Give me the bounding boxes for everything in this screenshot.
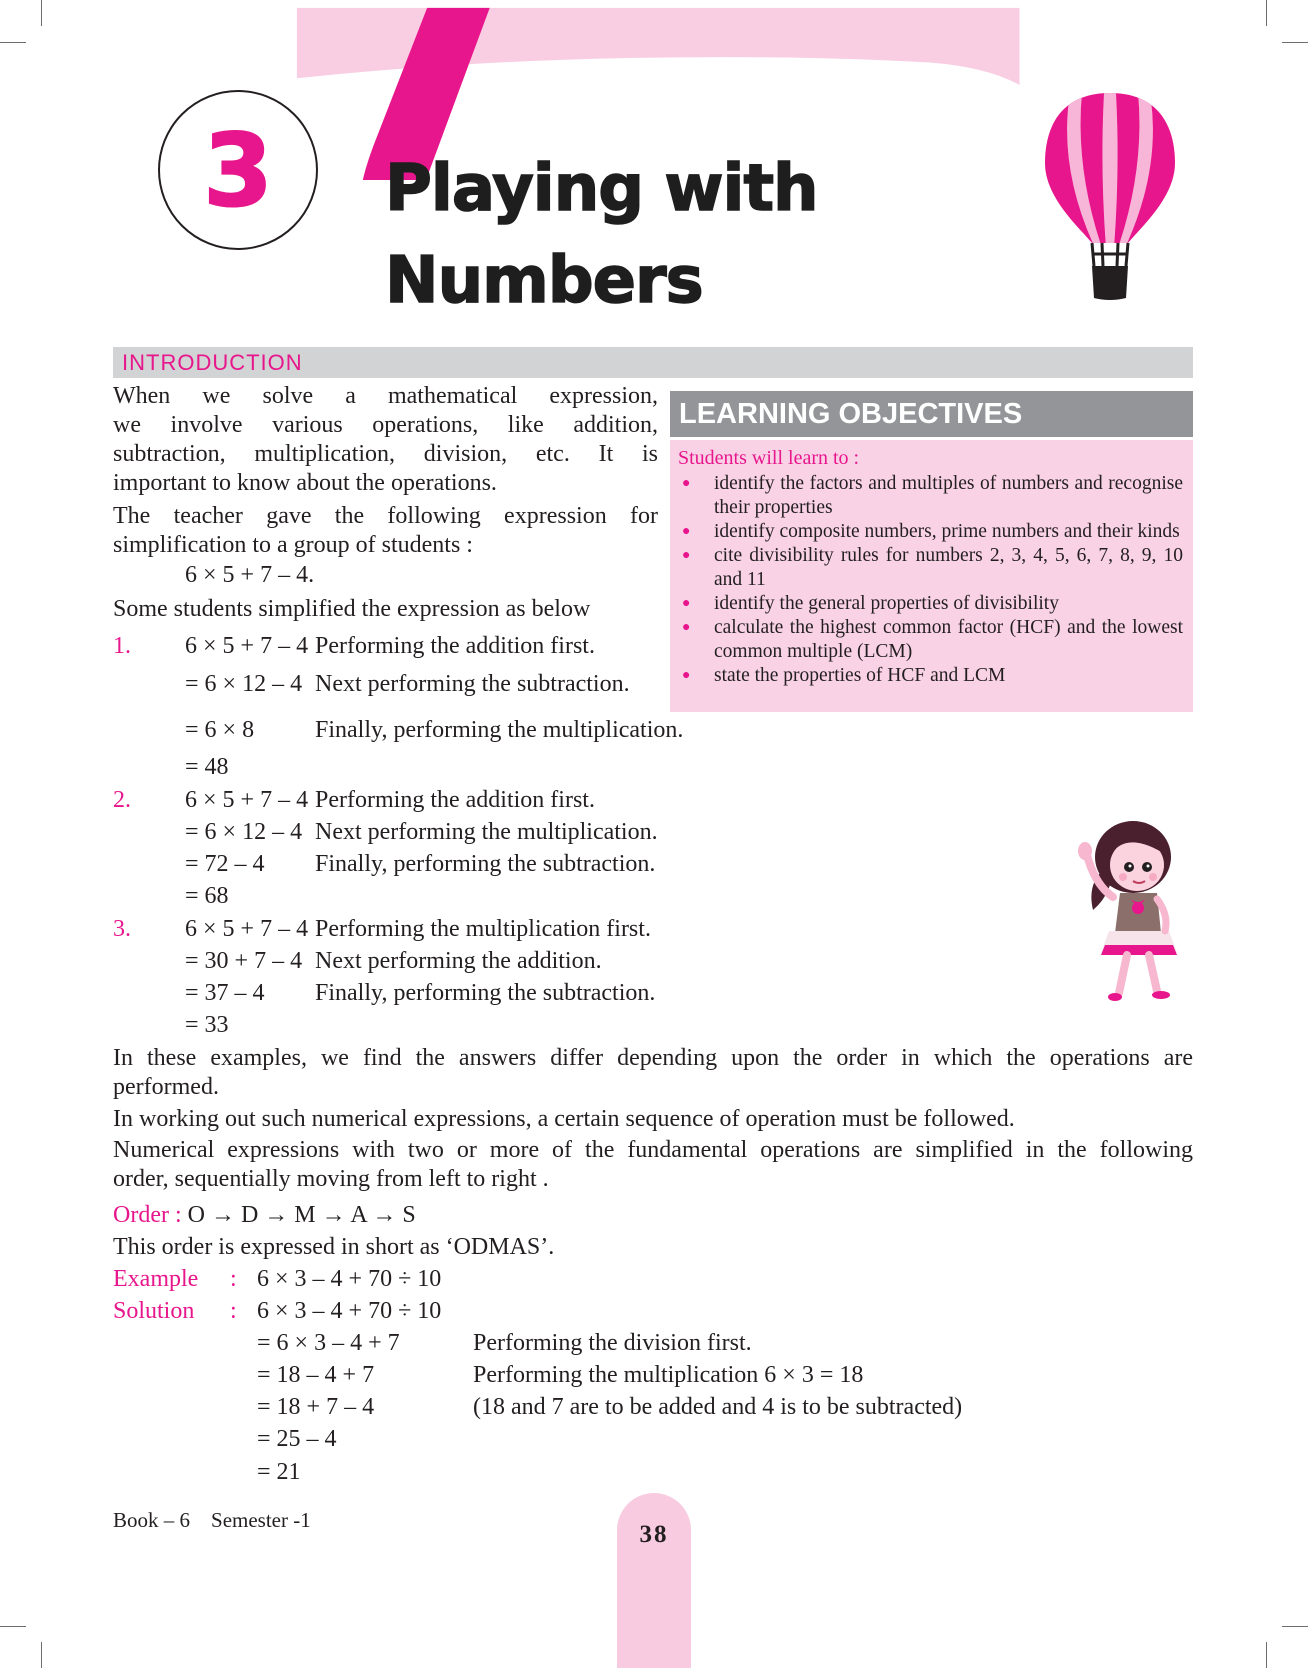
crop-mark xyxy=(1282,1626,1308,1627)
example-label: Example xyxy=(113,1266,199,1292)
solution-step-expr: = 21 xyxy=(257,1459,301,1485)
method-step-note: Performing the multiplication first. xyxy=(315,916,651,942)
crop-mark xyxy=(41,1642,42,1668)
conclusion-line: order, sequentially moving from left to right . xyxy=(113,1166,549,1192)
chapter-title-line1: Playing with xyxy=(385,152,818,226)
introduction-heading: INTRODUCTION xyxy=(113,347,1193,378)
footer-book-label: Book – 6 xyxy=(113,1508,191,1532)
conclusion-paragraph-3 xyxy=(113,1136,1193,1194)
solution-step-expr: = 25 – 4 xyxy=(257,1426,337,1452)
method-number: 1. xyxy=(113,633,131,659)
method-step-expr: = 37 – 4 xyxy=(185,980,265,1006)
conclusion-paragraph-2: In working out such numerical expressions, a certain sequence of operation must be followed. xyxy=(113,1106,1015,1132)
page-number: 38 xyxy=(639,1521,669,1548)
method-step-expr: 6 × 5 + 7 – 4 xyxy=(185,787,309,813)
method-step-expr: = 33 xyxy=(185,1012,229,1038)
method-step-note: Performing the addition first. xyxy=(315,633,595,659)
method-step-expr: = 48 xyxy=(185,754,229,780)
objective-item: ● calculate the highest common factor (HCF) and the lowest common multiple (LCM) xyxy=(678,616,1183,664)
method-step-expr: 6 × 5 + 7 – 4 xyxy=(185,916,309,942)
method-number: 2. xyxy=(113,787,131,813)
intro-line: we involve various operations, like addition, xyxy=(113,412,658,438)
method-step-note: Finally, performing the multiplication. xyxy=(315,717,684,743)
method-step-expr: 6 × 5 + 7 – 4 xyxy=(185,633,309,659)
intro-line: subtraction, multiplication, division, etc. It is xyxy=(113,441,658,467)
learning-objectives-heading: LEARNING OBJECTIVES xyxy=(670,391,1193,437)
odmas-line: This order is expressed in short as ‘ODMAS’. xyxy=(113,1234,555,1260)
method-step-expr: = 72 – 4 xyxy=(185,851,265,877)
order-value: O → D → M → A → S xyxy=(187,1202,416,1228)
conclusion-paragraph-1 xyxy=(113,1044,1193,1102)
hot-air-balloon-icon xyxy=(1040,88,1180,308)
conclusion-line: performed. xyxy=(113,1074,219,1100)
example-colon: : xyxy=(230,1266,237,1292)
method-step-expr: = 68 xyxy=(185,883,229,909)
crop-mark xyxy=(0,1626,26,1627)
objective-item: ● identify composite numbers, prime numbers and their kinds xyxy=(678,520,1183,544)
objective-item: ● identify the general properties of divisibility xyxy=(678,592,1183,616)
solution-colon: : xyxy=(230,1298,237,1324)
intro-paragraph xyxy=(113,382,658,498)
method-step-note: Finally, performing the subtraction. xyxy=(315,980,656,1006)
footer-book xyxy=(113,1508,311,1533)
method-step-note: Finally, performing the subtraction. xyxy=(315,851,656,877)
method-step-expr: = 6 × 8 xyxy=(185,717,255,743)
chapter-title-line2: Numbers xyxy=(385,244,703,318)
method-step-expr: = 6 × 12 – 4 xyxy=(185,671,303,697)
solution-step-note: Performing the division first. xyxy=(473,1330,752,1356)
method-step-note: Performing the addition first. xyxy=(315,787,595,813)
order-line xyxy=(113,1201,416,1230)
crop-mark xyxy=(1266,1642,1267,1668)
method-step-note: Next performing the multiplication. xyxy=(315,819,658,845)
learning-objectives-box xyxy=(670,440,1193,712)
method-step-expr: = 6 × 12 – 4 xyxy=(185,819,303,845)
intro-line: When we solve a mathematical expression, xyxy=(113,383,658,409)
teacher-line: The teacher gave the following expression for xyxy=(113,503,658,529)
solution-step-expr: = 18 – 4 + 7 xyxy=(257,1362,375,1388)
solution-step-note: Performing the multiplication 6 × 3 = 18 xyxy=(473,1362,864,1388)
objectives-list xyxy=(678,472,1183,688)
solution-expression: 6 × 3 – 4 + 70 ÷ 10 xyxy=(257,1298,442,1324)
conclusion-line: In these examples, we find the answers differ depending upon the order in which the operations are xyxy=(113,1045,1193,1071)
footer-semester: Semester -1 xyxy=(211,1508,311,1532)
page-number-tab xyxy=(617,1493,691,1668)
solution-label: Solution xyxy=(113,1298,195,1324)
solution-step-note: (18 and 7 are to be added and 4 is to be subtracted) xyxy=(473,1394,963,1420)
objectives-intro: Students will learn to : xyxy=(678,447,860,469)
method-step-expr: = 30 + 7 – 4 xyxy=(185,948,303,974)
teacher-paragraph xyxy=(113,502,658,560)
solution-step-expr: = 18 + 7 – 4 xyxy=(257,1394,375,1420)
method-step-note: Next performing the subtraction. xyxy=(315,671,630,697)
students-lead: Some students simplified the expression as below xyxy=(113,596,591,622)
given-expression: 6 × 5 + 7 – 4. xyxy=(185,562,315,588)
method-step-note: Next performing the addition. xyxy=(315,948,602,974)
conclusion-line: Numerical expressions with two or more of the fundamental operations are simplified in the following xyxy=(113,1137,1193,1163)
objective-item: ● cite divisibility rules for numbers 2, 3, 4, 5, 6, 7, 8, 9, 10 and 11 xyxy=(678,544,1183,592)
chapter-number: 3 xyxy=(203,111,273,229)
intro-line: important to know about the operations. xyxy=(113,470,497,496)
objective-item: ● state the properties of HCF and LCM xyxy=(678,664,1183,688)
objective-item: ● identify the factors and multiples of numbers and recognise their properties xyxy=(678,472,1183,520)
girl-illustration xyxy=(1065,815,1190,1005)
example-expression: 6 × 3 – 4 + 70 ÷ 10 xyxy=(257,1266,442,1292)
method-number: 3. xyxy=(113,916,131,942)
teacher-line: simplification to a group of students : xyxy=(113,532,473,558)
solution-step-expr: = 6 × 3 – 4 + 7 xyxy=(257,1330,400,1356)
order-label: Order : xyxy=(113,1202,182,1228)
chapter-number-badge xyxy=(158,90,318,250)
chapter-title xyxy=(385,143,818,327)
